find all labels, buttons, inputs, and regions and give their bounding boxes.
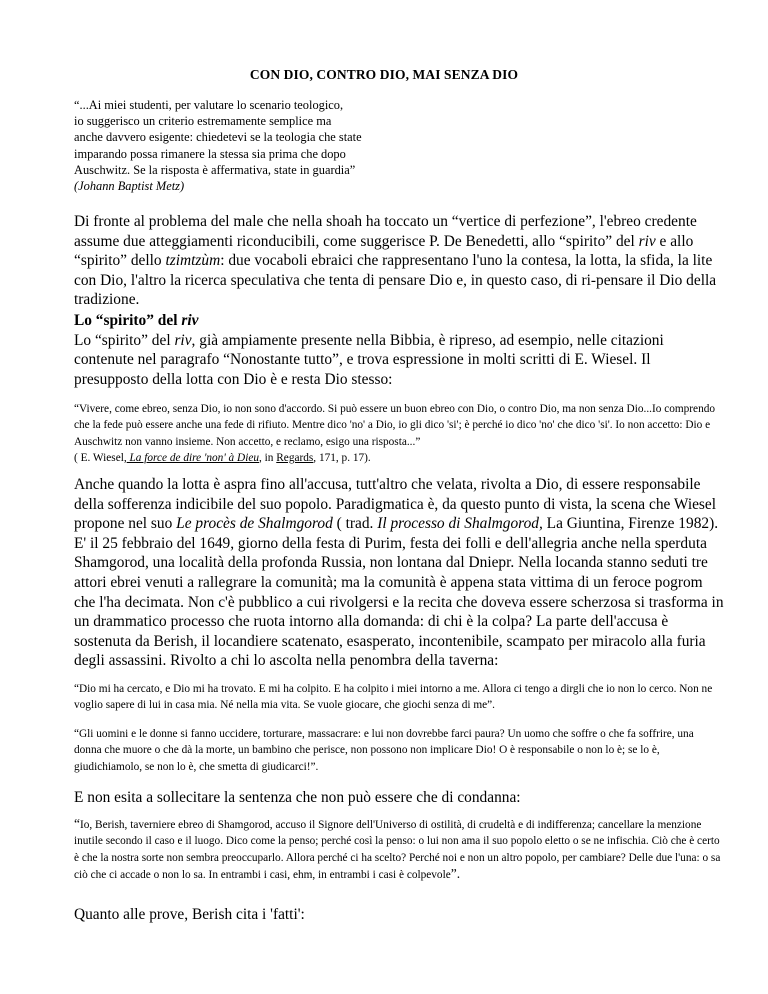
epigraph [74, 97, 394, 194]
cite-book-title: La force de dire 'non' à Dieu [126, 452, 259, 465]
epigraph-author: (Johann Baptist Metz) [74, 179, 185, 194]
term-riv: riv [638, 232, 656, 250]
cite-journal: Regards [276, 452, 314, 465]
paragraph-proofs: Quanto alle prove, Berish cita i 'fatti': [74, 906, 305, 923]
epigraph-line: imparando possa rimanere la stessa sia prima che dopo [74, 146, 346, 161]
epigraph-line: anche davvero esigente: chiedetevi se la teologia che state [74, 130, 362, 145]
quote-berish-accusation: “Io, Berish, taverniere ebreo di Shamgorod, accuso il Signore dell'Universo di ostilità, di crudeltà e di indifferenza; cancellare la menzione inutile secondo il caso e il luogo. Dico come la penso; perché così la penso: o lui non ama il suo popolo eletto o se ne infischia. Ciò che è certo è che la nostra sorte non sembra preoccuparlo. Allora perché ci ha scelto? Perché noi e non un altro popolo, per cambiare? Delle due l'una: o sa ciò che ci accade o non lo sa. In entrambi i casi, ehm, in entrambi i casi è colpevole”. [74, 816, 721, 882]
epigraph-line: Auschwitz. Se la risposta è affermativa, state in guardia” [74, 162, 356, 177]
epigraph-line: io suggerisco un criterio estremamente semplice ma [74, 114, 332, 129]
epigraph-line: “...Ai miei studenti, per valutare lo scenario teologico, [74, 98, 344, 112]
paragraph-sentence: E non esita a sollecitare la sentenza che non può essere che di condanna: [74, 789, 521, 806]
intro-paragraph: Di fronte al problema del male che nella shoah ha toccato un “vertice di perfezione”, l'ebreo credente assume due atteggiamenti riconducibili, come suggerisce P. De Benedetti, allo “spirito” del riv e allo “spirito” dello tzimtzùm: due vocaboli ebraici che rappresentano l'uno la contesa, la lotta, la sfida, la lite con Dio, l'altro la ricerca speculativa che tenta di pensare Dio e, in questo caso, di ri-pensare il Dio della tradizione. [74, 213, 717, 309]
section-heading: Lo “spirito” del riv [74, 312, 199, 329]
paragraph-shamgorod: Anche quando la lotta è aspra fino all'accusa, tutt'altro che velata, rivolta a Dio, di essere responsabile della sofferenza indicibile del suo popolo. Paradigmatica è, da questo punto di vista, la scena che Wiesel propone nel suo Le procès de Shalmgorod ( trad. Il processo di Shalmgorod, La Giuntina, Firenze 1982). E' il 25 febbraio del 1649, giorno della festa di Purim, festa dei folli e dell'allegria anche nella sperduta Shamgorod, una località della profonda Russia, non lontana dal Dniepr. Nella locanda stanno seduti tre attori ebrei venuti a rallegrare la comunità; ma la comunità è appena stata vittima di un feroce pogrom che l'ha decimata. Non c'è pubblico a cui rivolgersi e la recita che doveva essere scherzosa si trasforma in un drammatico processo che ruota intorno alla domanda: di chi è la colpa? La parte dell'accusa è sostenuta da Berish, il locandiere scatenato, esasperato, incontenibile, scampato per miracolo alla furia degli assassini. Rivolto a chi lo ascolta nella penombra della taverna: [74, 476, 724, 670]
quote-wiesel: “Vivere, come ebreo, senza Dio, io non sono d'accordo. Si può essere un buon ebreo con Dio, o contro Dio, ma non senza Dio...Io comprendo che la fede può essere anche una fede di rifiuto. Mentre dico 'no' a Dio, io gli dico 'si'; è perché io dico 'no' che dico 'si'. Io non accetto: Dio e Auschwitz non vanno insieme. Non accetto, e reclamo, esigo una risposta...” ( E. Wiesel, La force de dire 'non' à Dieu, in Regards, 171, p. 17). [74, 403, 716, 465]
document-title: CON DIO, CONTRO DIO, MAI SENZA DIO [249, 67, 519, 82]
quote-berish-1: “Dio mi ha cercato, e Dio mi ha trovato. E mi ha colpito. E ha colpito i miei intorno a me. Allora ci tengo a dirgli che io non lo cerco. Non ne voglio sapere di lui in casa mia. Né nella mia vita. Se vuole giocare, che giochi senza di me”. [74, 683, 713, 712]
section-block: Lo “spirito” del riv Lo “spirito” del riv, già ampiamente presente nella Bibbia, è ripreso, ad esempio, nelle citazioni contenute nel paragrafo “Nonostante tutto”, e trova espressione in molti scritti di E. Wiesel. Il presupposto della lotta con Dio è e resta Dio stesso: [74, 312, 664, 388]
term-tzimtzum: tzimtzùm [165, 252, 221, 270]
quote-berish-2: “Gli uomini e le donne si fanno uccidere, torturare, massacrare: e lui non dovrebbe farci paura? Un uomo che soffre o che fa soffrire, una donna che muore o che dà la morte, un bambino che perisce, non possono non implicare Dio! O è responsabile o non lo è; se lo è, giudichiamolo, se non lo è, che smetta di giudicarci!”. [74, 728, 694, 773]
